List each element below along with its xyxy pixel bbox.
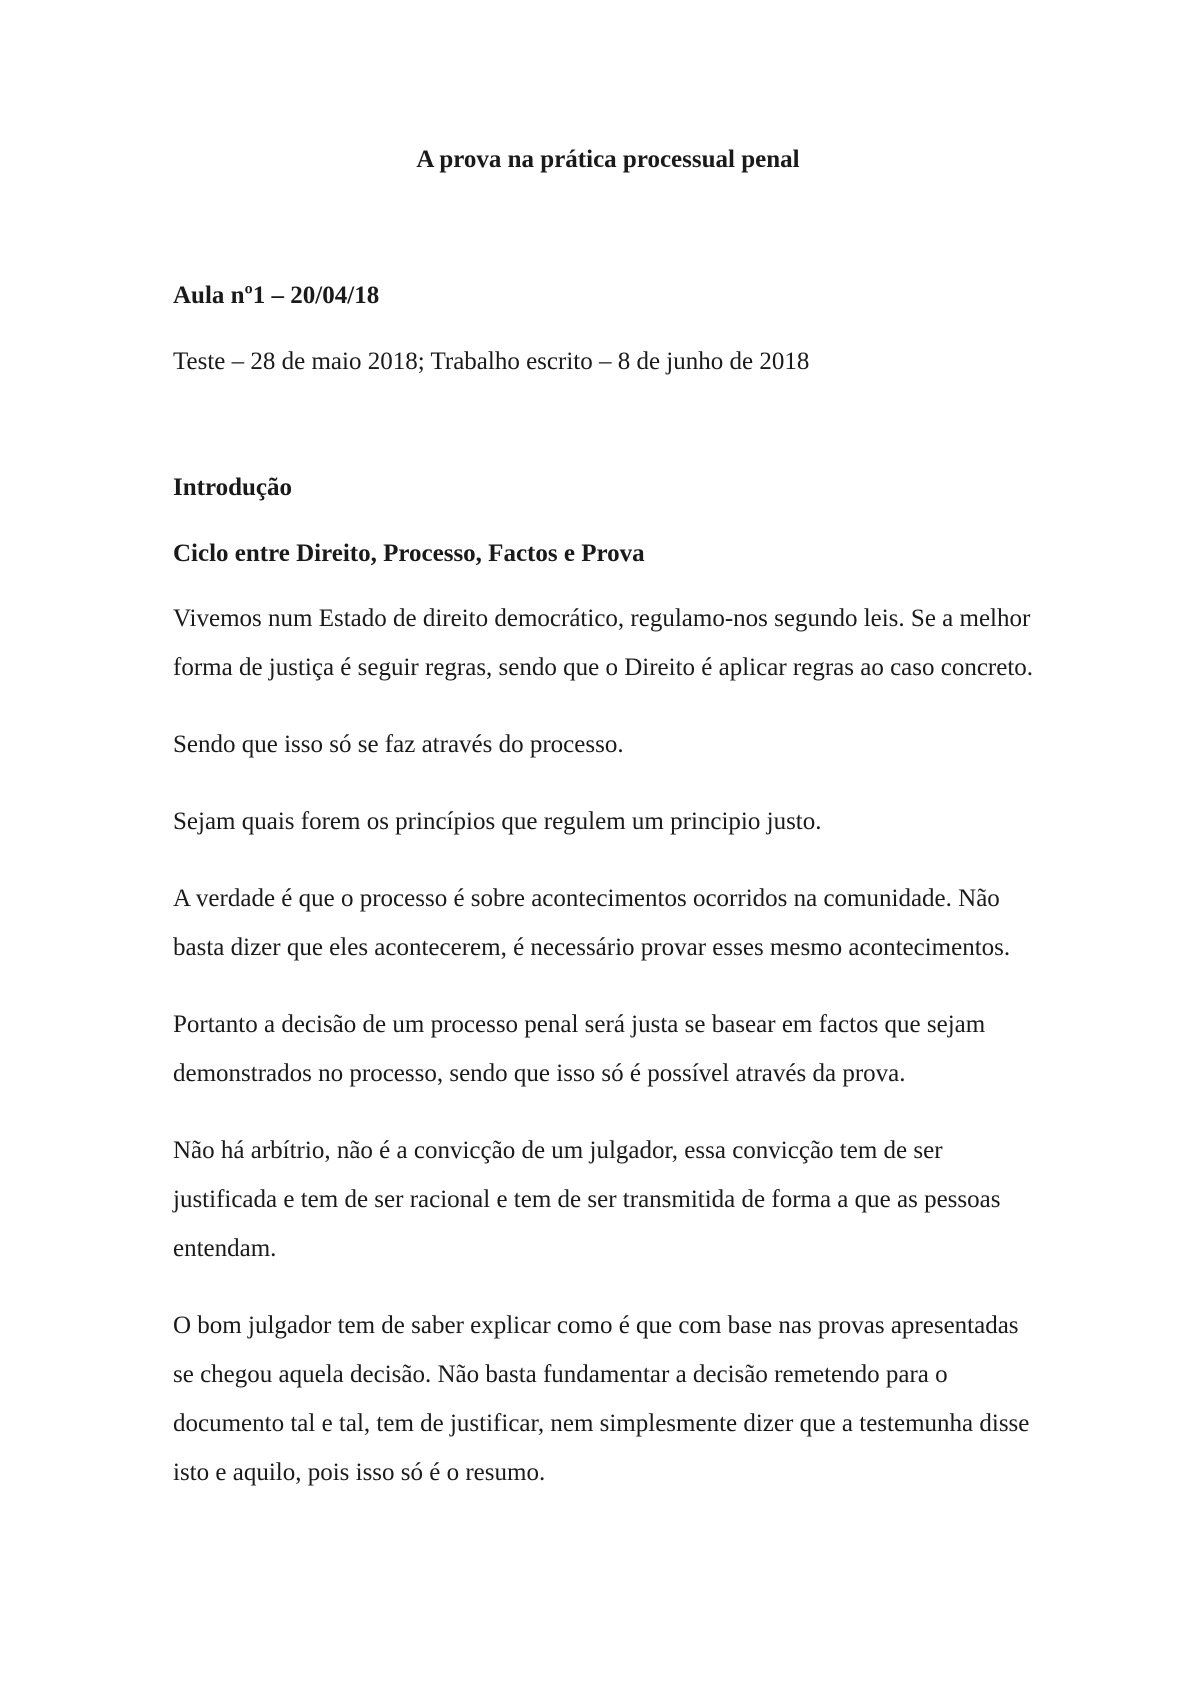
paragraph: Portanto a decisão de um processo penal será justa se basear em factos que sejam demonstrados no processo, sendo que isso só é possível através da prova. — [173, 1011, 986, 1087]
paragraph: O bom julgador tem de saber explicar como é que com base nas provas apresentadas se chegou aquela decisão. Não basta fundamentar a decisão remetendo para o documento tal e tal, tem de justificar, nem simplesmente dizer que a testemunha disse isto e aquilo, pois isso só é o resumo. — [173, 1312, 1030, 1486]
paragraph: Sendo que isso só se faz através do processo. — [173, 731, 624, 758]
paragraph: Não há arbítrio, não é a convicção de um julgador, essa convicção tem de ser justificada e tem de ser racional e tem de ser transmitida de forma a que as pessoas entendam. — [173, 1137, 1001, 1262]
paragraph: Sejam quais forem os princípios que regulem um principio justo. — [173, 808, 822, 835]
section-heading: Introdução — [173, 474, 293, 501]
paragraph: A verdade é que o processo é sobre acontecimentos ocorridos na comunidade. Não basta dizer que eles acontecerem, é necessário provar esses mesmo acontecimentos. — [173, 885, 1011, 961]
lesson-header: Aula nº1 – 20/04/18 — [173, 282, 380, 309]
document-title: A prova na prática processual penal — [416, 146, 800, 173]
document-body — [173, 142, 1043, 1497]
schedule-line: Teste – 28 de maio 2018; Trabalho escrito – 8 de junho de 2018 — [173, 348, 810, 375]
paragraph: Vivemos num Estado de direito democrático, regulamo-nos segundo leis. Se a melhor forma de justiça é seguir regras, sendo que o Direito é aplicar regras ao caso concreto. — [173, 605, 1034, 681]
subsection-heading: Ciclo entre Direito, Processo, Factos e Prova — [173, 540, 645, 567]
